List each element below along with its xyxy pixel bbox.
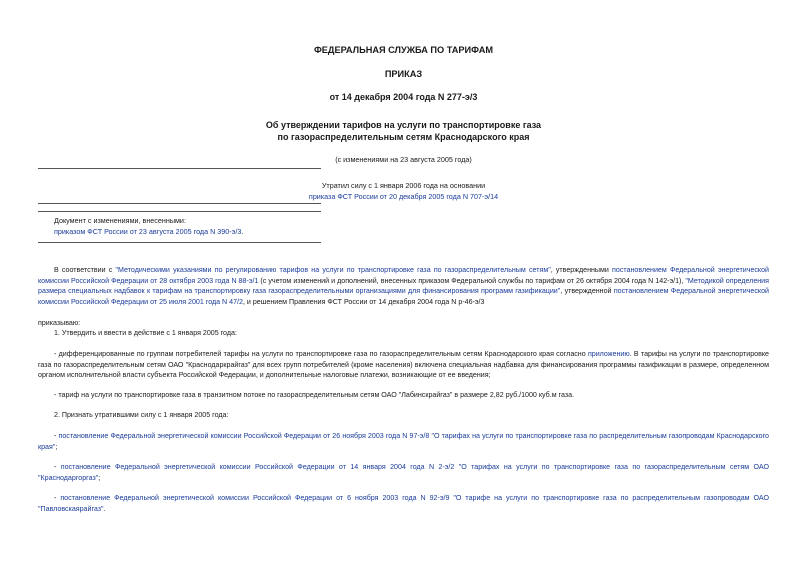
doc-title-line2: по газораспределительным сетям Краснодарского края — [277, 132, 530, 142]
expired-text: Утратил силу с 1 января 2006 года на основании — [321, 181, 486, 190]
item-1: 1. Утвердить и ввести в действие с 1 января 2005 года: — [54, 329, 237, 337]
fek-resolution-88-link[interactable]: постановлением Федеральной энергетической комиссии Российской Федерации от 28 октября 2003 года N 88-э/1 — [38, 266, 770, 285]
changes-note — [54, 215, 474, 237]
changes-text: Документ с изменениями, внесенными: — [54, 216, 186, 225]
resolution-97-link[interactable]: постановление Федеральной энергетической комиссии Российской Федерации от 26 ноября 2003 года N 97-э/8 "О тарифах на услуги по транспортировке газа по распределительным газопроводам Краснодарского края" — [38, 432, 769, 451]
item-1b: - тариф на услуги по транспортировке газа в транзитном потоке по газораспределительным сетям ОАО "Лабинскрайгаз" в размере 2,82 руб./1000 куб.м газа. — [54, 391, 575, 399]
appendix-link[interactable]: приложению — [587, 350, 630, 358]
item-2a: - постановление Федеральной энергетической комиссии Российской Федерации от 26 ноября 2003 года N 97-э/8 "О тарифах на услуги по транспортировке газа по распределительным газопроводам Краснодарского края"; — [38, 432, 769, 451]
divider — [38, 203, 321, 204]
item-2: 2. Признать утратившими силу с 1 января 2005 года: — [54, 411, 229, 419]
item-1a: - дифференцированные по группам потребителей тарифы на услуги по транспортировке газа по газораспределительным сетям Краснодарского края согласно приложению. В тарифы на услуги по транспортировке газа по газораспределительным сетям ОАО "Краснодаркрайгаз" для всех групп потребителей (кроме населения) включена специальная надбавка для финансирования программы газификации в размере, определенном органом исполнительной власти субъекта Российской Федерации, и дополнительные налоговые платежи, возникающие от ее введения; — [38, 350, 769, 380]
methodical-guidelines-link[interactable]: "Методическими указаниями по регулированию тарифов на услуги по транспортировке газа по газораспределительным сетям" — [115, 266, 551, 274]
orders-text: приказываю: — [38, 319, 81, 327]
fek-resolution-47-link[interactable]: постановлением Федеральной энергетической комиссии Российской Федерации от 25 июля 2001 года N 47/2 — [38, 287, 769, 306]
divider — [38, 211, 321, 212]
divider — [38, 242, 321, 243]
changes-link[interactable]: приказом ФСТ России от 23 августа 2005 года N 390-э/3 — [54, 227, 242, 236]
methodology-link[interactable]: "Методикой определения размера специальных надбавок к тарифам на транспортировку газа газораспределительными организациями для финансирования программ газификации" — [38, 276, 769, 296]
resolution-2-link[interactable]: постановление Федеральной энергетической комиссии Российской Федерации от 14 января 2004 года N 2-э/2 "О тарифах на услуги по транспортировке газа по газораспределительным сетям ОАО "Краснодаргоргаз" — [38, 463, 769, 482]
doc-type: ПРИКАЗ — [384, 69, 423, 79]
intro-paragraph: В соответствии с "Методическими указаниями по регулированию тарифов на услуги по транспортировке газа по газораспределительным сетям", утвержденными постановлением Федеральной энергетической комиссии Российской Федерации от 28 октября 2003 года N 88-э/1 (с учетом изменений и дополнений, внесенных приказом Федеральной службы по тарифам от 26 октября 2004 года N 142-э/1), "Методикой определения размера специальных надбавок к тарифам на транспортировку газа газораспределительными организациями для финансирования программ газификации", утвержденной постановлением Федеральной энергетической комиссии Российской Федерации от 25 июля 2001 года N 47/2, и решением Правления ФСТ России от 14 декабря 2004 года N р-46-э/3 — [38, 266, 770, 306]
doc-date-number: от 14 декабря 2004 года N 277-э/3 — [329, 92, 478, 102]
divider — [38, 168, 321, 169]
expired-note — [0, 180, 807, 202]
item-2b: - постановление Федеральной энергетической комиссии Российской Федерации от 14 января 2004 года N 2-э/2 "О тарифах на услуги по транспортировке газа по газораспределительным сетям ОАО "Краснодаргоргаз"; — [38, 463, 769, 482]
item-2c: - постановление Федеральной энергетической комиссии Российской Федерации от 6 ноября 2003 года N 92-э/9 "О тарифе на услуги по транспортировке газа по распределительным газопроводам ОАО "Павловскаярайгаз". — [38, 494, 769, 513]
doc-title — [0, 119, 807, 143]
amended-note: (с изменениями на 23 августа 2005 года) — [335, 155, 472, 164]
expired-link[interactable]: приказа ФСТ России от 20 декабря 2005 года N 707-э/14 — [308, 192, 499, 201]
doc-title-line1: Об утверждении тарифов на услуги по транспортировке газа — [265, 120, 542, 130]
resolution-92-link[interactable]: постановление Федеральной энергетической комиссии Российской Федерации от 6 ноября 2003 года N 92-э/9 "О тарифе на услуги по транспортировке газа по распределительным газопроводам ОАО "Павловскаярайгаз" — [38, 494, 769, 513]
changes-tail: . — [241, 227, 244, 236]
agency-name: ФЕДЕРАЛЬНАЯ СЛУЖБА ПО ТАРИФАМ — [313, 45, 494, 55]
